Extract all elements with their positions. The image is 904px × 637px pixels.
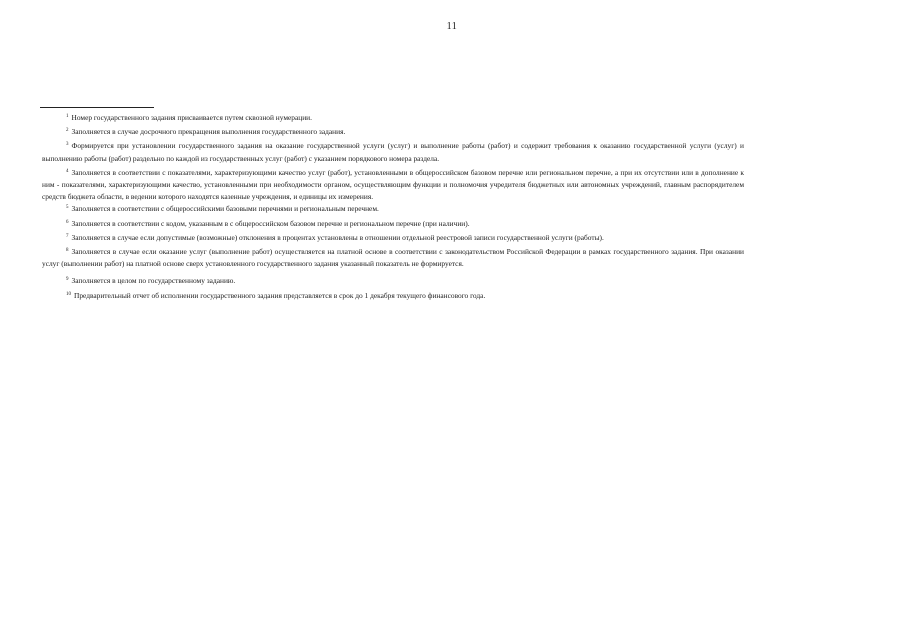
footnote-number: 8	[66, 248, 69, 254]
footnote-number: 7	[66, 233, 69, 239]
footnote-number: 5	[66, 205, 69, 211]
footnote-text: Предварительный отчет об исполнении государственного задания представляется в срок до 1 декабря текущего финансового года.	[74, 290, 486, 300]
footnote-3	[42, 140, 744, 164]
page-number: 11	[446, 21, 458, 32]
footnote-number: 4	[66, 168, 69, 174]
footnote-text: Заполняется в целом по государственному заданию.	[71, 276, 236, 286]
footnote-text: Заполняется в соответствии с показателями, характеризующими качество услуг (работ), установленными в общероссийском базовом перечне или региональном перечне, а при их отсутствии или в дополнение к ним - показателями, характеризующими качество, установленными при необходимости органом, осуществляющим функции и полномочия учредителя бюджетных или автономных учреждений, главным распорядителем средств бюджета области, в ведении которого находятся казенные учреждения, и единицы их измерения.	[42, 167, 744, 202]
footnote-7	[42, 232, 744, 244]
footnote-number: 9	[66, 277, 69, 283]
footnote-9	[42, 275, 744, 287]
footnote-number: 10	[66, 291, 71, 297]
footnote-text: Формируется при установлении государственного задания на оказание государственной услуги (услуг) и выполнение работы (работ) и содержит требования к оказанию государственной услуги (услуг) и выполнению работы (работ) раздельно по каждой из государственных услуг (работ) с указанием порядкового номера раздела.	[42, 141, 744, 163]
footnote-1	[42, 112, 744, 124]
footnote-8	[42, 246, 744, 270]
footnote-10	[42, 290, 744, 302]
footnote-number: 1	[66, 114, 69, 119]
footnote-2	[42, 126, 744, 138]
footnote-text: Заполняется в случае если оказание услуг (выполнение работ) осуществляется на платной основе в соответствии с законодательством Российской Федерации в рамках государственного задания. При оказании услуг (выполнении работ) на платной основе сверх установленного государственного задания указанный показатель не формируется.	[42, 247, 744, 269]
footnote-6	[42, 218, 744, 230]
footnote-text: Заполняется в соответствии с кодом, указанным в с общероссийском базовом перечне и региональном перечне (при наличии).	[71, 218, 470, 228]
footnote-text: Заполняется в случае если допустимые (возможные) отклонения в процентах установлены в отношении отдельной реестровой записи государственной услуги (работы).	[71, 232, 604, 242]
footnote-text: Номер государственного задания присваивается путем сквозной нумерации.	[71, 113, 312, 122]
footnote-text: Заполняется в соответствии с общероссийскими базовыми перечнями и региональным перечнем.	[71, 204, 379, 214]
footnote-4	[42, 167, 744, 204]
footnote-number: 6	[66, 219, 69, 225]
footnote-separator-line	[40, 107, 154, 108]
footnotes-section	[42, 112, 744, 302]
footnote-5	[42, 203, 744, 215]
footnote-number: 2	[66, 128, 69, 134]
footnote-text: Заполняется в случае досрочного прекращения выполнения государственного задания.	[71, 127, 346, 137]
footnote-number: 3	[66, 142, 69, 148]
